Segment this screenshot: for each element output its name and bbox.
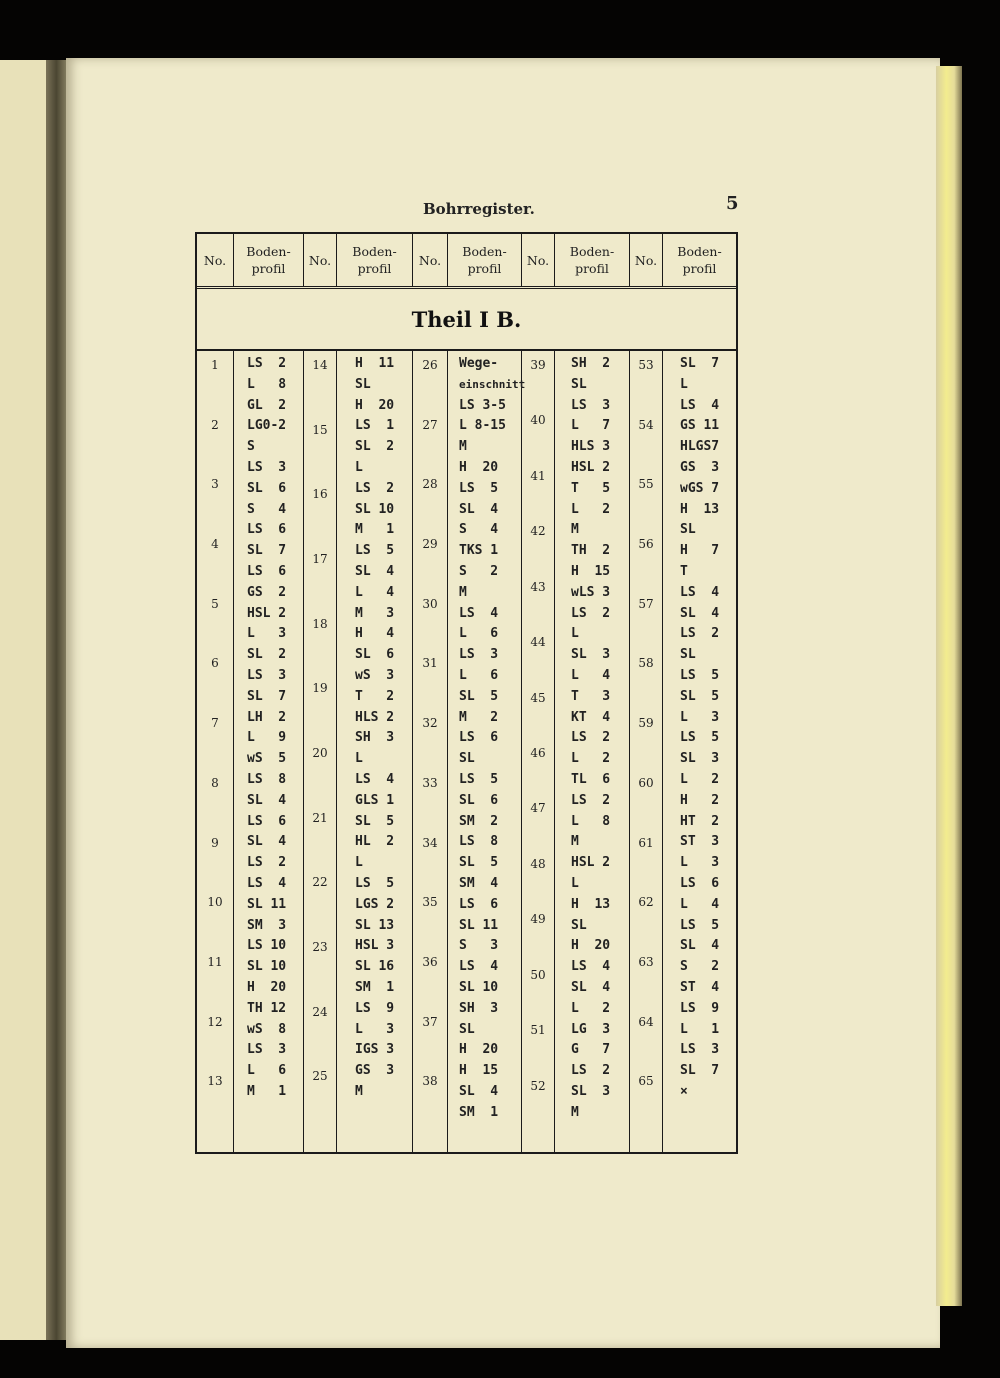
soil-profile-entry: GLS 1 (355, 792, 395, 808)
soil-profile-entry: LS 2 (571, 1063, 611, 1079)
soil-profile-entry: LS 6 (459, 896, 499, 912)
soil-profile-entry: HLGS7 (680, 439, 720, 455)
soil-profile-entry: LS 6 (247, 522, 287, 538)
row-number: 24 (312, 1004, 328, 1019)
soil-profile-entry: LS 4 (680, 397, 720, 413)
soil-profile-entry: SH 3 (459, 1000, 499, 1016)
row-number: 36 (422, 954, 438, 969)
soil-profile-entry: LS 4 (571, 959, 611, 975)
soil-profile-entry: M (571, 1104, 579, 1120)
row-number: 56 (638, 537, 654, 552)
soil-profile-entry: LS 2 (571, 730, 611, 746)
header-profile-2: Boden- profil (352, 244, 397, 276)
soil-profile-entry: H 2 (680, 792, 720, 808)
soil-profile-entry: S (247, 439, 255, 455)
row-number: 15 (312, 422, 328, 437)
header-profile-3: Boden- profil (462, 244, 507, 276)
soil-profile-entry: L 3 (680, 709, 720, 725)
soil-profile-entry: LS 5 (680, 668, 720, 683)
soil-profile-entry: S 2 (459, 564, 499, 579)
soil-profile-entry: M 3 (355, 605, 395, 621)
soil-profile-entry: M 1 (247, 1084, 287, 1099)
soil-profile-entry: SL 4 (355, 564, 395, 579)
left-page-edge (0, 60, 52, 1340)
row-number: 61 (638, 835, 654, 850)
soil-profile-entry: wGS 7 (680, 480, 720, 496)
soil-profile-entry: H 20 (247, 980, 287, 995)
row-number: 46 (530, 746, 546, 760)
soil-profile-entry: LGS 2 (355, 896, 395, 912)
soil-profile-entry: LS 6 (680, 876, 720, 891)
row-number: 45 (530, 690, 546, 705)
soil-profile-entry: SM 1 (459, 1104, 499, 1120)
soil-profile-entry: L 4 (571, 668, 611, 683)
soil-profile-entry: × (680, 1084, 688, 1099)
row-number: 19 (312, 681, 328, 696)
row-number: 64 (638, 1014, 654, 1029)
row-number: 42 (530, 524, 546, 539)
row-number: 13 (207, 1074, 223, 1089)
divider (447, 350, 448, 1152)
row-number: 58 (638, 656, 654, 671)
row-number: 47 (530, 801, 546, 816)
soil-profile-entry: S 4 (459, 522, 499, 538)
soil-profile-entry: GS 3 (680, 460, 720, 475)
row-number: 11 (207, 954, 223, 969)
soil-profile-entry: L 4 (355, 584, 395, 600)
row-number: 50 (530, 967, 546, 982)
soil-profile-entry: LS 8 (247, 772, 287, 787)
header-profile-4: Boden- profil (569, 244, 615, 276)
row-number: 2 (211, 417, 219, 432)
header-no-2: No. (308, 252, 332, 268)
soil-profile-entry: HSL 2 (247, 605, 287, 621)
divider (629, 350, 630, 1152)
soil-profile-entry: wS 8 (247, 1021, 287, 1037)
soil-profile-entry: LS 3 (247, 1042, 287, 1058)
soil-profile-entry: LS 4 (459, 605, 499, 621)
soil-profile-entry: L (355, 855, 363, 871)
soil-profile-entry: M (355, 1084, 363, 1099)
divider (662, 350, 663, 1152)
soil-profile-entry: LG0-2 (247, 418, 287, 434)
soil-profile-entry: LH 2 (247, 709, 287, 725)
soil-profile-entry: LS 4 (355, 772, 395, 787)
soil-profile-entry: L 1 (680, 1021, 720, 1037)
soil-profile-entry: SL 2 (247, 647, 287, 663)
soil-profile-entry: HT 2 (680, 813, 720, 829)
soil-profile-entry: LS 3 (459, 647, 499, 663)
soil-profile-entry: SM 1 (355, 980, 395, 995)
row-number: 7 (211, 716, 219, 731)
page-number: 5 (726, 193, 739, 214)
soil-profile-entry: GS 11 (680, 418, 720, 434)
row-number: 33 (422, 775, 438, 790)
table-header (197, 234, 736, 289)
soil-profile-entry: HLS 2 (355, 709, 395, 725)
row-number: 17 (312, 552, 328, 566)
soil-profile-entry: L 9 (247, 730, 287, 746)
row-number: 8 (211, 775, 219, 790)
soil-profile-entry: LS 5 (459, 772, 499, 787)
soil-profile-entry: SL 4 (247, 792, 287, 808)
soil-profile-entry: L 7 (571, 418, 611, 434)
soil-profile-entry: LS 5 (680, 917, 720, 933)
soil-profile-entry: L 6 (459, 626, 499, 642)
soil-profile-entry: L (680, 376, 688, 392)
soil-profile-entry: T 2 (355, 688, 395, 704)
header-no-3: No. (418, 252, 442, 268)
soil-profile-entry: SL 7 (247, 543, 287, 559)
soil-profile-entry: GS 3 (355, 1063, 395, 1079)
soil-profile-entry: SL 2 (355, 439, 395, 455)
soil-profile-entry: SM 3 (247, 917, 287, 933)
soil-profile-entry: S 3 (459, 938, 499, 954)
soil-profile-entry: LS 6 (459, 730, 499, 746)
row-number: 29 (422, 537, 438, 552)
soil-profile-entry: LS 3 (247, 460, 287, 475)
soil-profile-entry: M 2 (459, 709, 499, 725)
soil-profile-entry: LS 2 (247, 356, 287, 371)
soil-profile-entry: L (355, 460, 363, 475)
row-number: 21 (312, 810, 328, 825)
soil-profile-entry: LS 3 (680, 1042, 720, 1058)
soil-profile-entry: H 20 (459, 460, 499, 475)
soil-profile-entry: H 11 (355, 356, 395, 371)
soil-profile-entry: TH 12 (247, 1000, 287, 1016)
divider (303, 234, 304, 286)
row-number: 34 (422, 835, 438, 850)
soil-profile-entry: wS 3 (355, 668, 395, 683)
soil-profile-entry: einschnitt (459, 377, 526, 391)
soil-profile-entry: HSL 3 (355, 938, 395, 954)
soil-profile-entry: SM 4 (459, 876, 499, 891)
row-number: 31 (422, 656, 438, 671)
header-profile-5: Boden- profil (677, 244, 722, 276)
soil-profile-entry: GL 2 (247, 397, 287, 413)
row-number: 60 (638, 775, 654, 790)
soil-profile-entry: L (355, 751, 363, 767)
soil-profile-entry: T 3 (571, 688, 611, 704)
row-number: 63 (638, 954, 654, 969)
soil-profile-entry: L 6 (247, 1063, 287, 1079)
row-number: 48 (530, 856, 546, 871)
soil-profile-entry: SL 3 (571, 1084, 611, 1099)
soil-profile-entry: SL 5 (459, 688, 499, 704)
soil-profile-entry: L (571, 626, 579, 642)
soil-profile-entry: SL 13 (355, 917, 395, 933)
soil-profile-entry: SL (571, 376, 587, 392)
soil-profile-entry: ST 4 (680, 980, 720, 995)
running-title: Bohrregister. (423, 200, 535, 218)
row-number: 57 (638, 596, 654, 611)
soil-profile-entry: LS 9 (355, 1000, 395, 1016)
soil-profile-entry: L 6 (459, 668, 499, 683)
soil-profile-entry: M 1 (355, 522, 395, 538)
row-number: 12 (207, 1014, 223, 1029)
divider (412, 350, 413, 1152)
row-number: 20 (312, 746, 328, 760)
soil-profile-entry: TH 2 (571, 543, 611, 559)
soil-profile-entry: L 2 (571, 1000, 611, 1016)
soil-profile-entry: M (459, 439, 467, 455)
soil-profile-entry: H 4 (355, 626, 395, 642)
soil-profile-entry: L 2 (571, 751, 611, 767)
row-number: 3 (211, 477, 219, 492)
soil-profile-entry: LS 6 (247, 564, 287, 579)
row-number: 16 (312, 487, 328, 502)
soil-profile-entry: SL 4 (459, 501, 499, 517)
soil-profile-entry: LS 5 (355, 876, 395, 891)
row-number: 28 (422, 477, 438, 492)
row-number: 41 (530, 468, 546, 483)
divider (554, 350, 555, 1152)
divider (629, 234, 630, 286)
row-number: 26 (422, 358, 438, 372)
soil-profile-entry: S 2 (680, 959, 720, 975)
soil-profile-entry: LS 10 (247, 938, 287, 954)
soil-profile-entry: SL 4 (680, 938, 720, 954)
section-title: Theil I B. (197, 289, 736, 351)
row-number: 23 (312, 940, 328, 954)
row-number: 25 (312, 1069, 328, 1084)
divider (521, 234, 522, 286)
row-number: 1 (211, 358, 219, 372)
row-number: 32 (422, 716, 438, 731)
row-number: 59 (638, 716, 654, 731)
soil-profile-entry: SH 2 (571, 356, 611, 371)
soil-profile-entry: SL 7 (680, 356, 720, 371)
soil-profile-entry: SL (459, 751, 475, 767)
row-number: 35 (422, 895, 438, 910)
soil-profile-entry: Wege- (459, 356, 499, 371)
row-number: 54 (638, 417, 654, 432)
soil-profile-entry: LS 2 (571, 605, 611, 621)
soil-profile-entry: LS 3 (247, 668, 287, 683)
soil-profile-entry: LS 2 (680, 626, 720, 642)
soil-profile-entry: HLS 3 (571, 439, 611, 455)
row-number: 9 (211, 835, 219, 850)
soil-profile-entry: H 7 (680, 543, 720, 559)
row-number: 52 (530, 1078, 546, 1093)
row-number: 6 (211, 656, 219, 671)
soil-profile-entry: SL (680, 522, 696, 538)
soil-profile-entry: M (571, 834, 579, 850)
soil-profile-entry: LS 3 (571, 397, 611, 413)
soil-profile-entry: HSL 2 (571, 855, 611, 871)
row-number: 18 (312, 616, 328, 631)
soil-profile-entry: LS 4 (247, 876, 287, 891)
soil-profile-entry: LG 3 (571, 1021, 611, 1037)
soil-profile-entry: wS 5 (247, 751, 287, 767)
soil-profile-entry: H 15 (571, 564, 611, 579)
soil-profile-entry: LS 6 (247, 813, 287, 829)
soil-profile-entry: LS 2 (355, 480, 395, 496)
divider (412, 234, 413, 286)
soil-profile-entry: ST 3 (680, 834, 720, 850)
row-number: 44 (530, 635, 546, 650)
soil-profile-entry: SL 4 (680, 605, 720, 621)
soil-profile-entry: SL 10 (355, 501, 395, 517)
soil-profile-entry: L 8 (247, 376, 287, 392)
row-number: 4 (211, 537, 219, 552)
soil-profile-entry: L 3 (680, 855, 720, 871)
soil-profile-entry: LS 2 (571, 792, 611, 808)
row-number: 51 (530, 1023, 546, 1038)
soil-profile-entry: SL 6 (459, 792, 499, 808)
soil-profile-entry: L 3 (247, 626, 287, 642)
soil-profile-entry: L 4 (680, 896, 720, 912)
soil-profile-entry: HSL 2 (571, 460, 611, 475)
soil-profile-entry: TL 6 (571, 772, 611, 787)
soil-profile-entry: H 15 (459, 1063, 499, 1079)
row-number: 38 (422, 1074, 438, 1089)
row-number: 10 (207, 895, 223, 910)
soil-profile-entry: T (680, 564, 688, 579)
header-no-1: No. (203, 252, 227, 268)
soil-profile-entry: LS 5 (355, 543, 395, 559)
divider (233, 350, 234, 1152)
header-no-5: No. (634, 252, 658, 268)
soil-profile-entry: L 2 (680, 772, 720, 787)
row-number: 55 (638, 477, 654, 492)
soil-profile-entry: H 20 (355, 397, 395, 413)
soil-profile-entry: LS 9 (680, 1000, 720, 1016)
divider (447, 234, 448, 286)
soil-profile-entry: H 13 (680, 501, 720, 517)
header-profile-1: Boden- profil (246, 244, 291, 276)
soil-profile-entry: LS 1 (355, 418, 395, 434)
row-number: 37 (422, 1014, 438, 1029)
soil-profile-entry: SL 16 (355, 959, 395, 975)
soil-profile-entry: SL (571, 917, 587, 933)
soil-profile-entry: S 4 (247, 501, 287, 517)
row-number: 27 (422, 417, 438, 432)
soil-profile-entry: SL 4 (571, 980, 611, 995)
soil-profile-entry: LS 5 (680, 730, 720, 746)
soil-profile-entry: M (459, 584, 467, 600)
page-edges (936, 66, 962, 1306)
row-number: 14 (312, 358, 328, 372)
divider (336, 350, 337, 1152)
soil-profile-entry: GS 2 (247, 584, 287, 600)
row-number: 43 (530, 579, 546, 594)
soil-profile-entry: TKS 1 (459, 543, 499, 559)
soil-profile-entry: H 13 (571, 896, 611, 912)
soil-profile-entry: LS 5 (459, 480, 499, 496)
soil-profile-entry: LS 4 (680, 584, 720, 600)
soil-profile-entry: SL 10 (247, 959, 287, 975)
row-number: 53 (638, 358, 654, 372)
header-no-4: No. (526, 252, 550, 268)
soil-profile-entry: L 8-15 (459, 418, 506, 434)
soil-profile-entry: SL 11 (459, 917, 499, 933)
soil-profile-entry: SL 10 (459, 980, 499, 995)
soil-profile-entry: SL 3 (680, 751, 720, 767)
row-number: 49 (530, 912, 546, 927)
soil-profile-entry: H 20 (571, 938, 611, 954)
soil-profile-entry: M (571, 522, 579, 538)
soil-profile-entry: HL 2 (355, 834, 395, 850)
row-number: 62 (638, 895, 654, 910)
soil-profile-entry: SM 2 (459, 813, 499, 829)
soil-profile-entry: SL (355, 376, 371, 392)
soil-profile-entry: H 20 (459, 1042, 499, 1058)
soil-profile-entry: SL 6 (355, 647, 395, 663)
soil-profile-entry: L 3 (355, 1021, 395, 1037)
soil-profile-entry: LS 8 (459, 834, 499, 850)
divider (554, 234, 555, 286)
soil-profile-entry: L 8 (571, 813, 611, 829)
soil-profile-entry: SL 5 (459, 855, 499, 871)
row-number: 39 (530, 358, 546, 372)
soil-profile-entry: SL 5 (680, 688, 720, 704)
row-number: 65 (638, 1074, 654, 1089)
bohrregister-table (195, 232, 738, 1154)
soil-profile-entry: SL 4 (247, 834, 287, 850)
soil-profile-entry: SL 7 (680, 1063, 720, 1079)
soil-profile-entry: KT 4 (571, 709, 611, 725)
soil-profile-entry: LS 4 (459, 959, 499, 975)
soil-profile-entry: SH 3 (355, 730, 395, 746)
row-number: 40 (530, 413, 546, 428)
soil-profile-entry: G 7 (571, 1042, 611, 1058)
soil-profile-entry: L (571, 876, 579, 891)
soil-profile-entry: SL (680, 647, 696, 663)
divider (662, 234, 663, 286)
soil-profile-entry: SL 7 (247, 688, 287, 704)
soil-profile-entry: IGS 3 (355, 1042, 395, 1058)
soil-profile-entry: SL 3 (571, 647, 611, 663)
row-number: 5 (211, 596, 219, 611)
soil-profile-entry: SL 6 (247, 480, 287, 496)
soil-profile-entry: wLS 3 (571, 584, 611, 600)
soil-profile-entry: SL 11 (247, 896, 287, 912)
divider (233, 234, 234, 286)
row-number: 22 (312, 875, 328, 890)
soil-profile-entry: LS 2 (247, 855, 287, 871)
soil-profile-entry: SL 5 (355, 813, 395, 829)
divider (336, 234, 337, 286)
soil-profile-entry: L 2 (571, 501, 611, 517)
soil-profile-entry: SL 4 (459, 1084, 499, 1099)
row-number: 30 (422, 596, 438, 611)
soil-profile-entry: T 5 (571, 480, 611, 496)
soil-profile-entry: LS 3-5 (459, 397, 506, 413)
soil-profile-entry: SL (459, 1021, 475, 1037)
